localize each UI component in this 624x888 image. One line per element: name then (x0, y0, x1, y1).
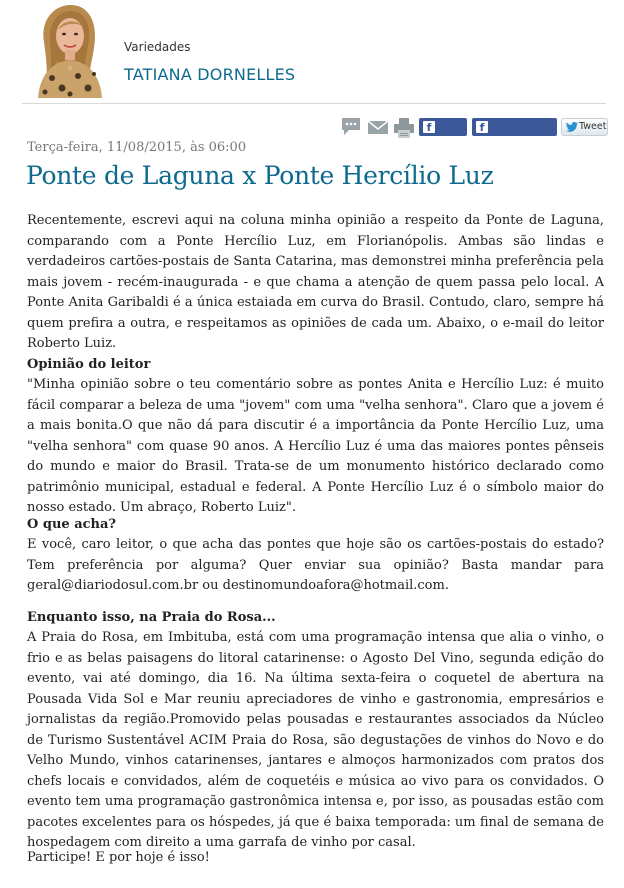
article-title: Ponte de Laguna x Ponte Hercílio Luz (26, 161, 494, 190)
twitter-bird-icon (566, 122, 578, 132)
email-button[interactable] (367, 117, 389, 137)
facebook-icon: f (476, 121, 488, 133)
speech-bubble-icon (340, 117, 362, 137)
praia-do-rosa-paragraph: A Praia do Rosa, em Imbituba, está com uma programação intensa que alia o vinho, o frio e as belas paisagens do litoral catarinense: o Agosto Del Vino, segunda edição do evento, vai até domingo, dia 16. Na última sexta-feira o coquetel de abertura na Pousada Vida Sol e Mar reuniu apreciadores de vinho e gastronomia, empresários e jornalistas da região.Promovido pelas pousadas e restaurantes associados da Núcleo de Turismo Sustentável ACIM Praia do Rosa, são degustações de vinhos do Novo e do Velho Mundo, vinhos catarinenses, jantares e almoços harmonizados com pratos dos chefs locais e convidados, além de coquetéis e música ao vivo para os convidados. O evento tem uma programação gastronômica intensa e, por isso, as pousadas estão com pacotes excelentes para os hóspedes, já que é baixa temporada: um final de semana de hospedagem com direito a uma garrafa de vinho por casal. (27, 630, 604, 850)
tweet-button[interactable] (561, 118, 608, 136)
section-heading-opiniao: Opinião do leitor (27, 357, 151, 372)
section-heading-praia-do-rosa: Enquanto isso, na Praia do Rosa... (27, 610, 276, 625)
printer-icon (393, 117, 415, 139)
o-que-acha-paragraph: E você, caro leitor, o que acha das pontes que hoje são os cartões-postais do estado? Tem preferência por alguma? Quer enviar sua opinião? Basta mandar para geral@diariodosul.com.br ou destinomundoafora@hotmail.com. (27, 537, 604, 593)
section-heading-o-que-acha: O que acha? (27, 517, 117, 532)
facebook-share-button[interactable] (472, 118, 557, 150)
article-date: Terça-feira, 11/08/2015, às 06:00 (27, 140, 247, 155)
closing-line: Participe! E por hoje é isso! (27, 850, 210, 865)
section-label[interactable]: Variedades (124, 40, 191, 54)
facebook-icon: f (423, 121, 435, 133)
author-name[interactable]: TATIANA DORNELLES (124, 65, 296, 84)
facebook-like-button[interactable] (419, 118, 467, 150)
print-button[interactable] (393, 117, 415, 137)
header-divider (22, 103, 606, 104)
column-header (0, 0, 624, 104)
intro-paragraph: Recentemente, escrevi aqui na coluna minha opinião a respeito da Ponte de Laguna, comparando com a Ponte Hercílio Luz, em Florianópolis. Ambas são lindas e verdadeiros cartões-postais de Santa Catarina, mas demonstrei minha preferência pela mais jovem - recém-inaugurada - e que chama a atenção de quem passa pelo local. A Ponte Anita Garibaldi é a única estaiada em curva do Brasil. Contudo, claro, sempre há quem prefira a outra, e respeitamos as opiniões de cada um. Abaixo, o e-mail do leitor Roberto Luiz. (27, 213, 604, 351)
like-label: Curtir (419, 139, 450, 150)
author-avatar[interactable] (30, 2, 106, 98)
reader-opinion-paragraph: "Minha opinião sobre o teu comentário sobre as pontes Anita e Hercílio Luz: é muito fácil comparar a beleza de uma "jovem" com uma "velha senhora". Claro que a jovem é a mais bonita.O que não dá para discutir é a importância da Ponte Hercílio Luz, uma "velha senhora" com quase 90 anos. A Hercílio Luz é uma das maiores pontes pênseis do mundo e maior do Brasil. Trata-se de um monumento histórico declarado como patrimônio municipal, estadual e federal. A Ponte Hercílio Luz é o símbolo maior do nosso estado. Um abraço, Roberto Luiz". (27, 377, 604, 515)
tweet-label: Tweet (579, 121, 607, 132)
share-label: Compartilhar (472, 139, 543, 150)
comment-button[interactable] (340, 117, 362, 137)
envelope-icon (367, 117, 389, 137)
